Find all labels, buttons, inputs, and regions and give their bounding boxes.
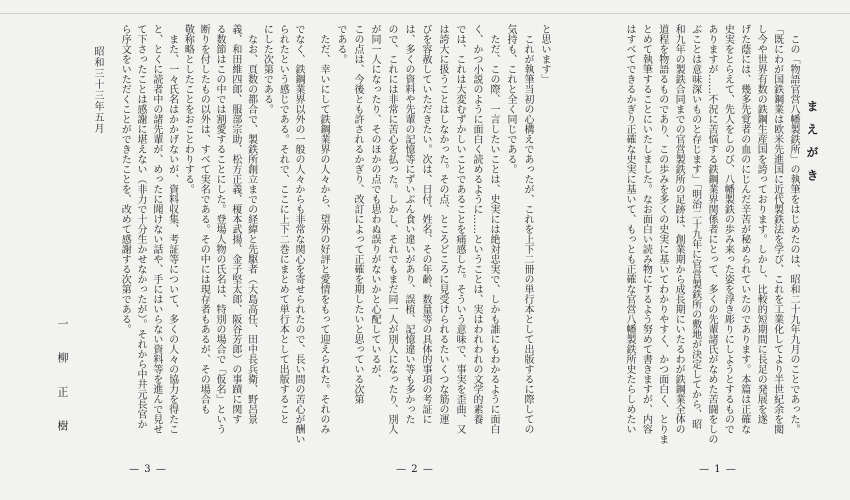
page-number: — 1 — [699,464,737,475]
text-column: 「既にわが国鉄鋼業は欧米先進国に近代製鉄法を学び、これを工業化してより半世紀余を閲 [771,24,783,434]
text-column: ので、これには非常に苦心を払った。しかし、それでもまだ同一人が別人になったり、別人 [386,24,397,434]
text-column: はすべてできるかぎり正確な史実に基いて、もっとも正確な官営八幡製鉄所史たらしめたい [623,24,635,434]
text-column: 断りを付したもの以外は、すべて実名である。その中には現存者もあるが、その場合も [198,24,210,414]
text-column: である。 [335,24,346,64]
text-column: と、とくに読者中の諸先輩が、めったに聞けない話や、手にはいらない資料等を進んで見せ [150,24,162,434]
text-column: 気持も、これと全く同じである。 [505,24,516,174]
text-column: これが執筆当初の心構えであったが、これを上下二冊の単行本として出版するに際しての [522,34,533,434]
text-column: ありますが……不況に苦悩する鉄鋼業界関係者にとって、多くの先輩諸氏がなめた苦闘をしの [705,24,717,444]
text-column: びを容赦していただきたい。次は、日付、姓名、その年齢、数量等の具体的事項の考証に [420,24,431,424]
text-column: く、かつ小説のように面白く読めるように……ということは、実はわれわれの文学的素養 [471,24,482,424]
text-column: ただ、幸いにして鉄鋼業界の人々から、望外の好評と愛情をもって迎えられた。それのみ [318,34,329,434]
text-column: では、これは大変むずかしいことであることを痛感した。そういう意味で、事実を歪曲、又 [454,24,465,434]
text-column: 敬称略としたことをおことわりする。 [182,24,194,194]
text-column: 史実をとらえて、先人をしのび、八幡製鉄の歩み来った姿を浮き彫りにしようとするもので [722,24,734,434]
text-column: と思います」 [539,24,550,84]
author-name: 一柳正樹 [56,318,69,454]
text-column: この点は、今後とも許されるかぎり、改訂によって正確を期したいと思っている次第 [352,24,363,404]
text-column: 和九年の製鉄合同までの官営製鉄所の足跡は、創業期から成長期にいたるわが鉄鋼業全体の [673,24,685,434]
page-1-text [620,24,801,448]
text-column: ら序文をいただくことができたことを、改めて感謝する次第である。 [119,24,131,334]
text-column: し今や世界有数の鉄鋼生産国を誇っております。しかし、比較的短期間に長足の発展を遂 [755,24,767,424]
page-2-text [315,24,553,448]
scan-edge-line [0,13,850,14]
text-column: なお、頁数の都合で、製鉄所創立までの経緯と先駆者（大島高任、田中長兵衛、野呂景 [245,34,257,424]
text-column: ぶことは意味深いものと存じます」「明治二十九年に官営製鉄所の敷地が決定してから、昭 [689,24,701,429]
text-column: また、一々氏名はかかげないが、資料収集、考証等について、多くの人々の協力を得たこ [166,34,178,434]
text-column: る数節はこの中では割愛することにした。登場人物の氏名は、特別の場合で「仮名」という [214,24,226,434]
page-3-text [116,24,306,448]
text-column: にした次第である。 [261,24,273,114]
text-column: でなく、鉄鋼業界以外の一般の人々からも非常な関心を寄せられたので、長い間の苦心が酬い [293,24,304,444]
text-column: て下さったことは感謝に堪えない（非力で十分生かせなかったが）。それから中井元長官か [135,24,147,429]
date-line: 昭和三十三年五月 [92,46,103,134]
text-column: は誇大に扱うことはしなかった。その点、ところどころに見受けられるたいくつな筋の運 [437,24,448,424]
text-column: この「物語官営八幡製鉄所」の執筆をはじめたのは、昭和二十九年九月のことであった。 [788,34,799,434]
page-number: — 2 — [396,464,434,475]
text-column: られたという感じである。それで、ここに上下二巻にまとめて単行本として出版すること [277,24,289,424]
text-column: は、多くの資料や先輩の記憶等にずいぶん食い違いがあり、誤植、記憶違い等も多かった [403,24,414,424]
page-number: — 3 — [129,464,167,475]
text-column: げた蔭には、幾多先覚者の血のにじんだ辛苦が秘められていたのであります。本篇は正確な [738,24,750,434]
text-column: とめて執筆することにいたしました。なお面白い読み物にするよう努めて書きますが、内容 [640,24,652,434]
text-column: ただ、この際、一言したいことは、史実には絶対忠実で、しかも誰にもわかるように面白 [488,34,499,434]
text-column: が同一人になったり、そのほかの点でも思わぬ誤りがないかと心配しているが、 [369,24,380,384]
text-column: 道程を物語るものであり、この歩みを多くの史実に基いてわかりやすく、かつ面白く、とりま [656,24,668,444]
page-title: まえがき [805,100,819,192]
text-column: 義、和田維四郎、服部宗助、松方正義、榎本武揚、金子堅太郎、阪谷芳郎）の事蹟に関す [229,24,241,424]
